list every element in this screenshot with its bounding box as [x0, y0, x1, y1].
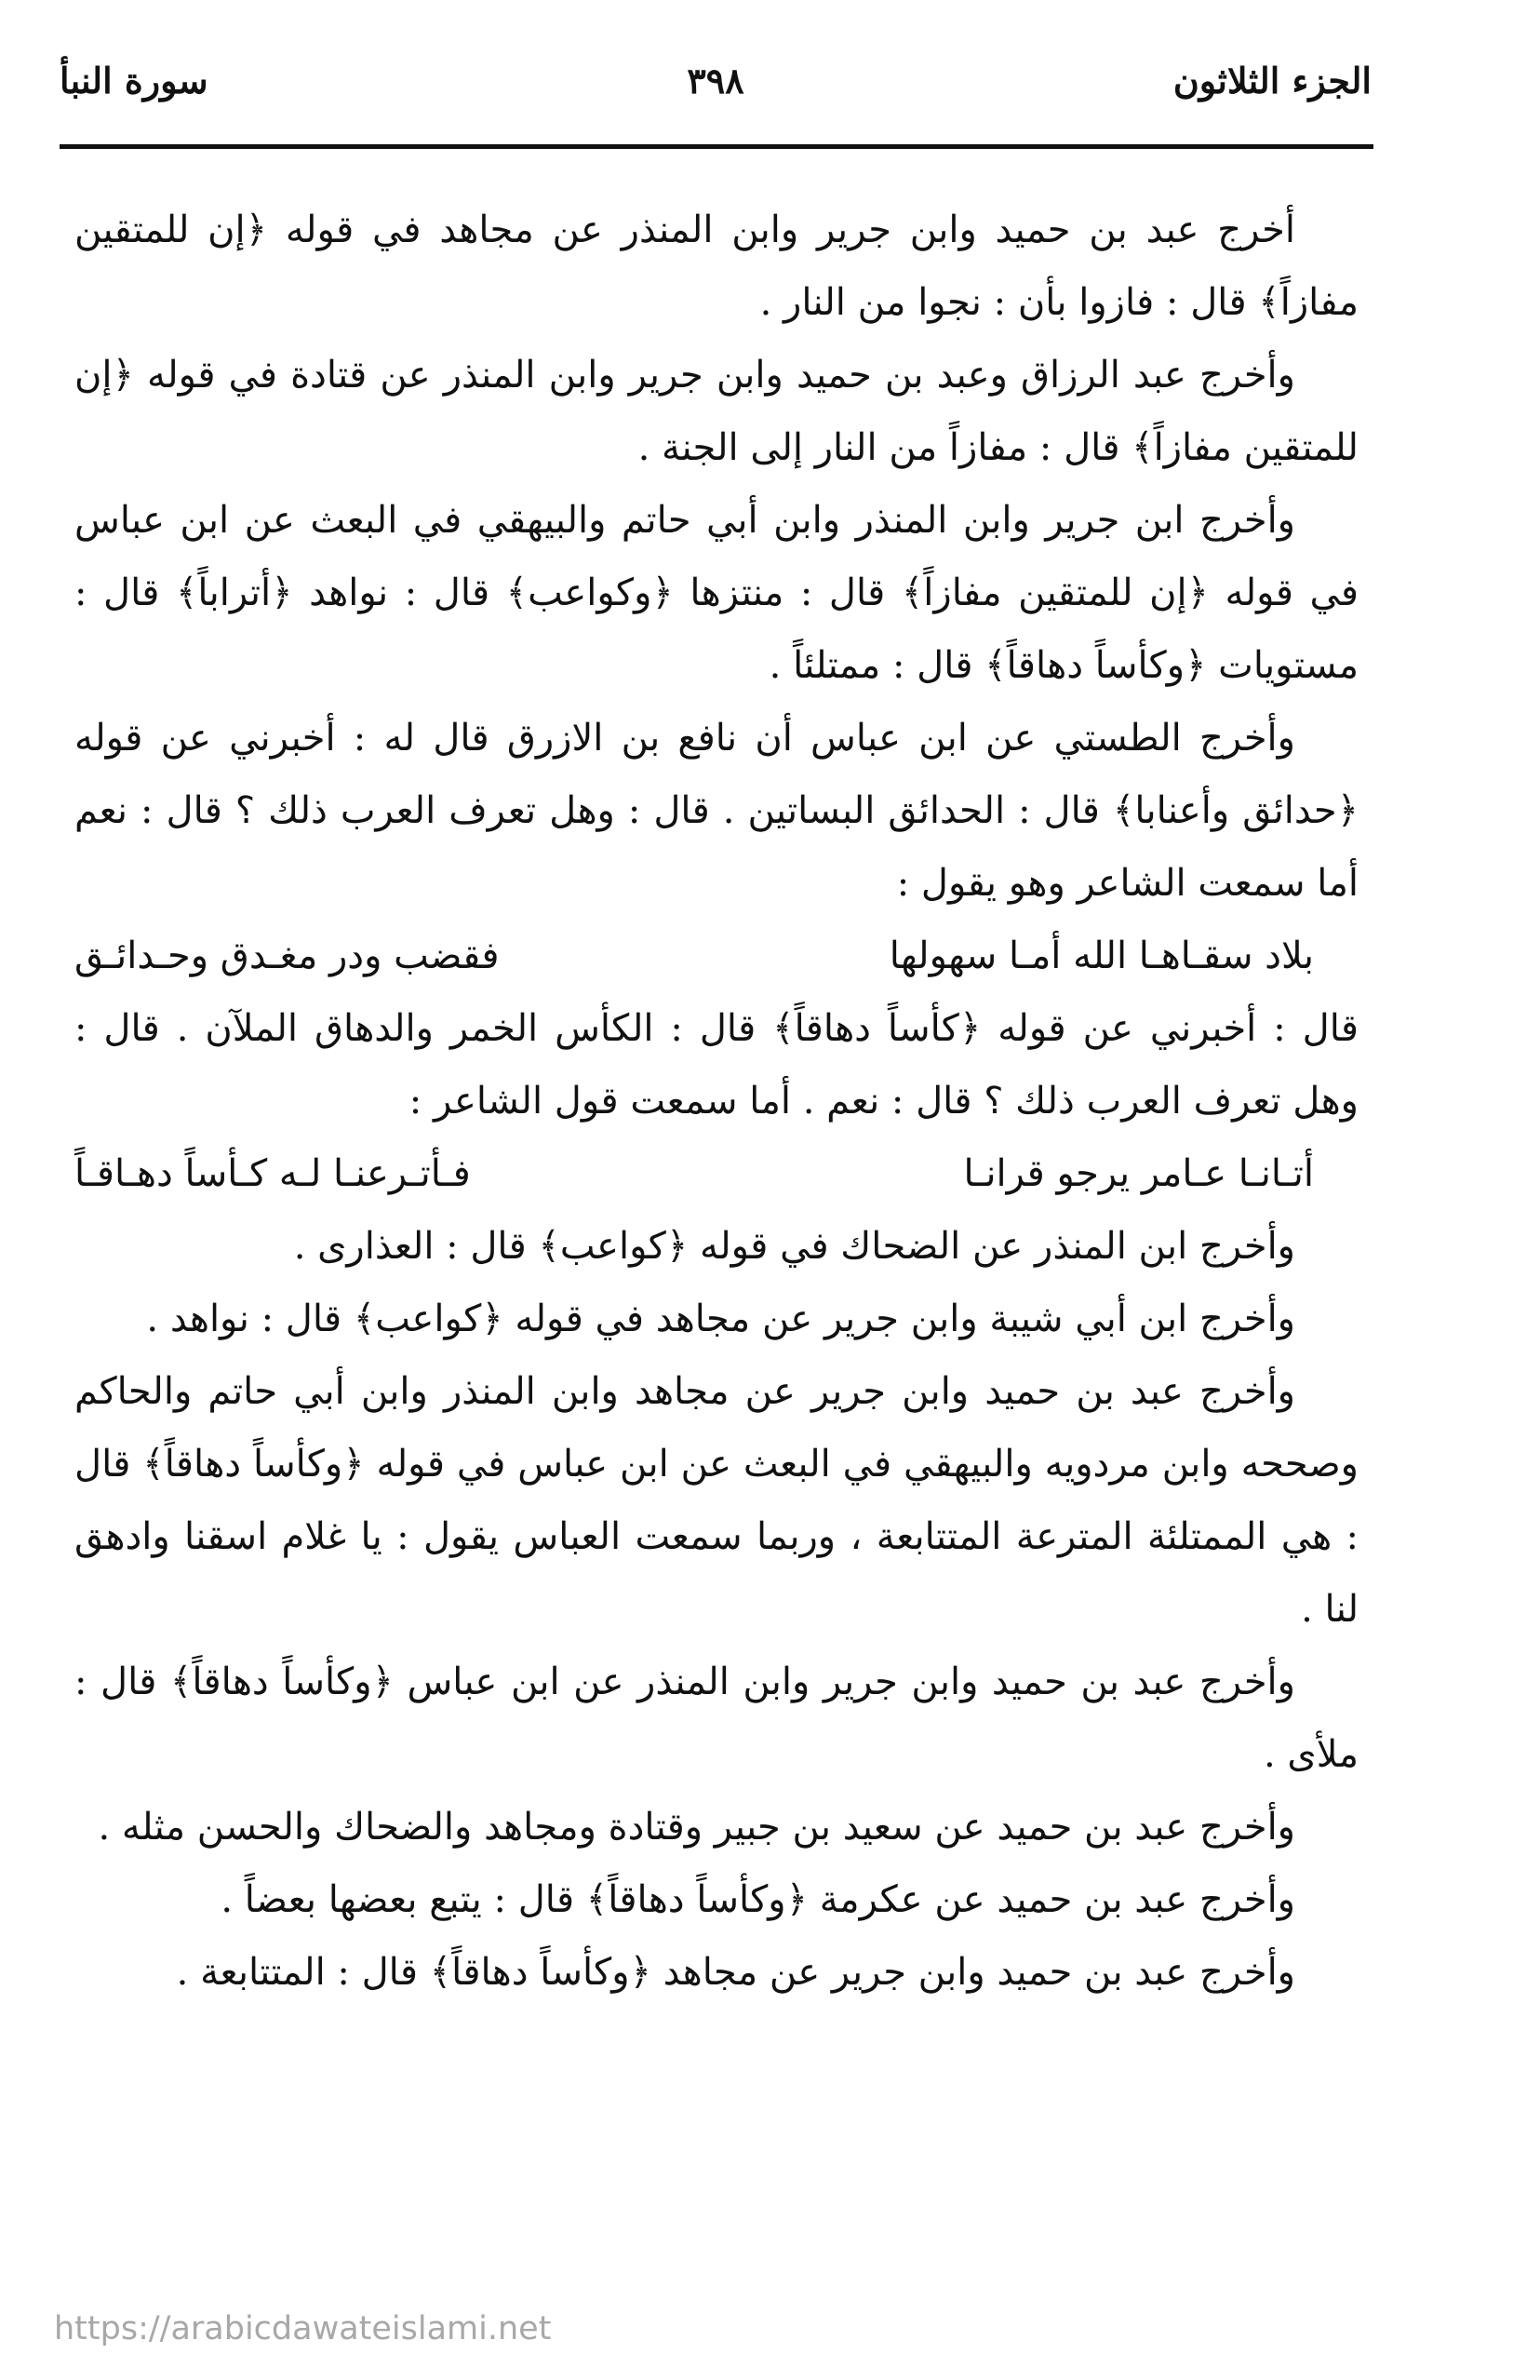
- paragraph: وأخرج ابن أبي شيبة وابن جرير عن مجاهد في قوله ﴿كواعب﴾ قال : نواهد .: [146, 1298, 1295, 1340]
- paragraph: وأخرج عبد بن حميد عن عكرمة ﴿وكأساً دهاقاً﴾ قال : يتبع بعضها بعضاً .: [221, 1878, 1295, 1921]
- paragraph: وأخرج عبد الرزاق وعبد بن حميد وابن جرير وابن المنذر عن قتادة في قوله ﴿إن للمتقين مفازاً﴾ قال : مفازاً من النار إلى الجنة .: [74, 354, 1359, 469]
- verse-first-hemistich: أتـانـا عـامر يرجو قرانـا: [963, 1152, 1314, 1195]
- page-number: ٣٩٨: [687, 60, 744, 101]
- paragraph: قال : أخبرني عن قوله ﴿كأساً دهاقاً﴾ قال : الكأس الخمر والدهاق الملآن . قال : وهل تعرف العرب ذلك ؟ قال : نعم . أما سمعت قول الشاعر :: [74, 1007, 1359, 1123]
- paragraph: وأخرج ابن جرير وابن المنذر وابن أبي حاتم والبيهقي في البعث عن ابن عباس في قوله ﴿إن للمتقين مفازاً﴾ قال : منتزها ﴿وكواعب﴾ قال : نواهد ﴿أتراباً﴾ قال : مستويات ﴿وكأساً دهاقاً﴾ قال : ممتلئاً .: [74, 499, 1359, 687]
- verse-second-hemistich: فقضب ودر مغـدق وحـدائـق: [74, 935, 500, 977]
- paragraph: أخرج عبد بن حميد وابن جرير وابن المنذر عن مجاهد في قوله ﴿إن للمتقين مفازاً﴾ قال : فازوا بأن : نجوا من النار .: [74, 208, 1359, 324]
- paragraph: وأخرج عبد بن حميد عن سعيد بن جبير وقتادة ومجاهد والضحاك والحسن مثله .: [98, 1806, 1295, 1849]
- surah-title: سورة النبأ: [60, 60, 208, 101]
- header-rule: [60, 144, 1373, 149]
- paragraph: وأخرج عبد بن حميد وابن جرير عن مجاهد ﴿وكأساً دهاقاً﴾ قال : المتتابعة .: [176, 1951, 1295, 1994]
- page-header: [60, 60, 1372, 134]
- watermark-url: https://arabicdawateislami.net: [54, 2310, 552, 2347]
- paragraph: وأخرج ابن المنذر عن الضحاك في قوله ﴿كواعب﴾ قال : العذارى .: [293, 1225, 1295, 1268]
- poem-verse: [74, 1137, 1359, 1210]
- verse-second-hemistich: فـأتـرعنـا لـه كـأساً دهـاقـاً: [74, 1152, 471, 1195]
- poem-verse: [74, 920, 1359, 992]
- paragraph: وأخرج الطستي عن ابن عباس أن نافع بن الازرق قال له : أخبرني عن قوله ﴿حدائق وأعنابا﴾ قال : الحدائق البساتين . قال : وهل تعرف العرب ذلك ؟ قال : نعم أما سمعت الشاعر وهو يقول :: [74, 717, 1359, 905]
- paragraph: وأخرج عبد بن حميد وابن جرير وابن المنذر عن ابن عباس ﴿وكأساً دهاقاً﴾ قال : ملأى .: [74, 1661, 1359, 1776]
- verse-first-hemistich: بلاد سقـاهـا الله أمـا سهولها: [889, 935, 1314, 977]
- page-body: [74, 194, 1359, 2009]
- paragraph: وأخرج عبد بن حميد وابن جرير عن مجاهد وابن المنذر وابن أبي حاتم والحاكم وصححه وابن مردويه والبيهقي في البعث عن ابن عباس في قوله ﴿وكأساً دهاقاً﴾ قال : هي الممتلئة المترعة المتتابعة ، وربما سمعت العباس يقول : يا غلام اسقنا وادهق لنا .: [74, 1370, 1359, 1631]
- part-title: الجزء الثلاثون: [1172, 60, 1372, 101]
